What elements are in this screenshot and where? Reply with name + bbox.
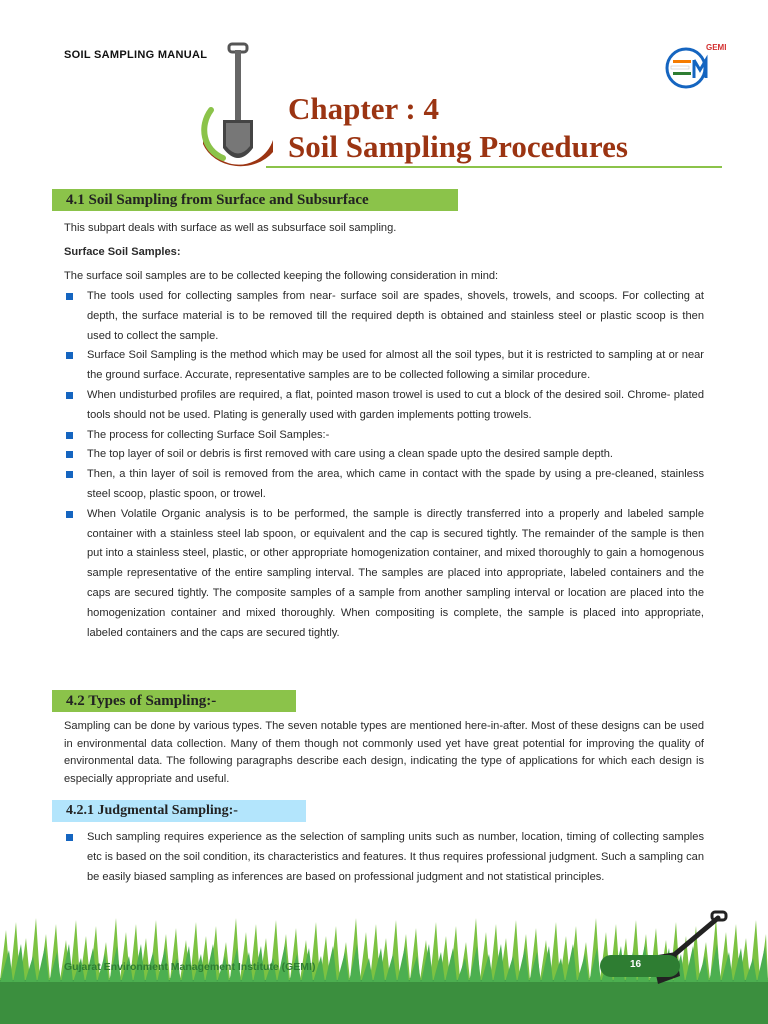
gemi-logo-text: GEMI xyxy=(706,43,727,52)
bullet-square-icon xyxy=(66,451,73,458)
chapter-divider xyxy=(266,166,722,168)
bullet-square-icon xyxy=(66,471,73,478)
section-4-1-intro: This subpart deals with surface as well as subsurface soil sampling. xyxy=(64,222,397,234)
list-item: When undisturbed profiles are required, a flat, pointed mason trowel is used to cut a block of the desired soil. Chrome- plated tools should not be used. Plating is generally used with garden implements potting trowels. xyxy=(64,386,704,426)
chapter-name: Soil Sampling Procedures xyxy=(288,129,628,164)
footer-institute: Gujarat Environment Management Institute (GEMI) xyxy=(64,961,316,973)
list-item: Then, a thin layer of soil is removed from the area, which came in contact with the spade by using a pre-cleaned, stainless steel scoop, plastic spoon, or trowel. xyxy=(64,465,704,505)
surface-soil-samples-subheading: Surface Soil Samples: xyxy=(64,246,181,258)
section-heading-4-1: 4.1 Soil Sampling from Surface and Subsurface xyxy=(52,189,458,211)
bullet-square-icon xyxy=(66,511,73,518)
list-item: The top layer of soil or debris is first removed with care using a clean spade upto the desired sample depth. xyxy=(64,445,704,465)
bullet-square-icon xyxy=(66,293,73,300)
section-4-1-bullets xyxy=(64,287,704,643)
list-item: The process for collecting Surface Soil Samples:- xyxy=(64,426,704,446)
gemi-logo xyxy=(660,40,728,90)
bullet-square-icon xyxy=(66,834,73,841)
list-item: The tools used for collecting samples from near- surface soil are spades, shovels, trowels, and scoops. For collecting at depth, the surface material is to be removed till the required depth is obtained and stainless steel or plastic scoop is then used to collect the sample. xyxy=(64,287,704,346)
bullet-square-icon xyxy=(66,432,73,439)
chapter-number: Chapter : 4 xyxy=(288,91,439,126)
bullet-square-icon xyxy=(66,392,73,399)
list-item: When Volatile Organic analysis is to be performed, the sample is directly transferred into a properly and labeled sample container with a stainless steel lab spoon, or equivalent and the cap is secured tightly. The remainder of the sample is then put into a stainless steel, plastic, or other appropriate homogenization container, and mixed thoroughly to gain a homogenous sample representative of the entire sampling interval. The samples are placed into appropriate, labeled containers and the caps are secured tightly. The composite samples of a sample from another sampling interval or location are placed into the homogenization container and mixed thoroughly. When compositing is complete, the sample is placed into appropriate, labeled containers and the caps are secured tightly. xyxy=(64,505,704,644)
section-heading-4-2-1: 4.2.1 Judgmental Sampling:- xyxy=(52,800,306,822)
bullet-square-icon xyxy=(66,352,73,359)
list-item: Such sampling requires experience as the selection of sampling units such as number, location, timing of collecting samples etc is based on the soil condition, its characteristics and features. It thus requires professional judgment. Such a sampling can be easily biased sampling as inferences are based on professional judgment and not statistical principles. xyxy=(64,828,704,887)
section-4-2-body: Sampling can be done by various types. The seven notable types are mentioned here-in-after. Most of these designs can be used in environmental data collection. Many of them though not commonly used yet have great potential for improving the quality of environmental data. The following paragraphs describe each design, indicating the type of applications for which each design is especially appropriate and useful. xyxy=(64,720,704,785)
section-heading-4-2: 4.2 Types of Sampling:- xyxy=(52,690,296,712)
section-4-1-lead: The surface soil samples are to be collected keeping the following consideration in mind: xyxy=(64,270,499,282)
section-4-2-1-bullets xyxy=(64,828,704,887)
shovel-icon xyxy=(193,40,283,174)
chapter-title xyxy=(288,90,628,166)
manual-title: SOIL SAMPLING MANUAL xyxy=(64,49,208,61)
page-number: 16 xyxy=(630,959,642,970)
list-item: Surface Soil Sampling is the method which may be used for almost all the soil types, but it is restricted to sampling at or near the ground surface. Accurate, representative samples are to be collected following a similar procedure. xyxy=(64,346,704,386)
